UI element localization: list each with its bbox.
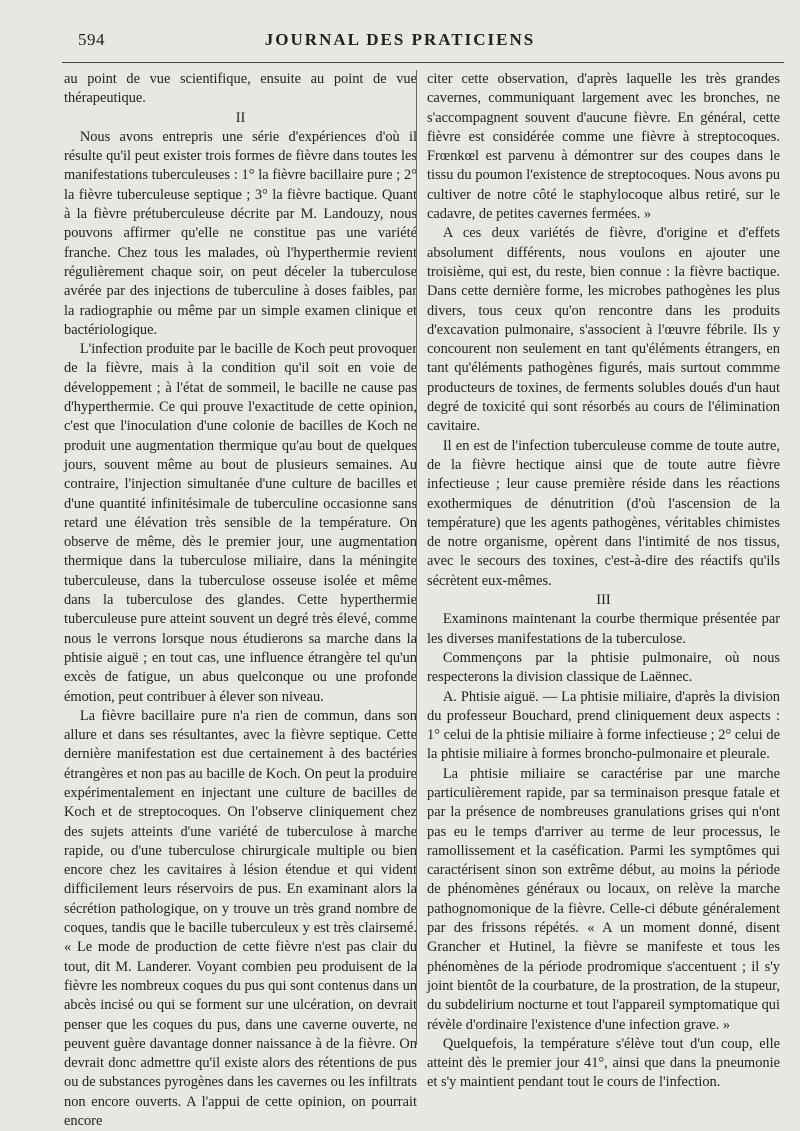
page-header [0, 26, 800, 56]
section-numeral: II [235, 109, 246, 126]
column-divider [416, 70, 417, 1045]
body-paragraph: au point de vue scientifique, ensuite au point de vue thérapeutique. [64, 71, 417, 107]
body-paragraph: Examinons maintenant la courbe thermique présentée par les diverses manifestations de la tuberculose. [427, 611, 780, 647]
body-paragraph: La fièvre bacillaire pure n'a rien de commun, dans son allure et dans ses résultantes, avec la fièvre septique. Cette dernière manifestation est due certainement à des bactéries étrangères et non pas au bacille de Koch. On peut la produire expérimentalement en injectant une culture de bacilles de Koch et de streptocoques. On l'observe cliniquement chez des sujets atteints d'une variété de tuberculose à marche rapide, ou d'une tuberculose chirurgicale multiple ou bien encore chez les cavitaires à lésion étendue et qui vident difficilement leurs réservoirs de pus. En examinant alors la sécrétion pathologique, on y trouve un très grand nombre de coques, tandis que le bacille tuberculeux y est très clairsemé. « Le mode de production de cette fièvre n'est pas clair du tout, dit M. Landerer. Voyant combien peu produisent de la fièvre les nombreux coques du pus qui sont contenus dans un abcès incisé ou qui se forment sur une ulcération, on devrait penser que les coques du pus, dans une caverne ouverte, ne peuvent guère davantage donner naissance à de la fièvre. On devrait donc admettre qu'il existe alors des rétentions de pus ou de substances pyrogènes dans les cavernes ou les infiltrats non encore ouverts. A l'appui de cette opinion, on pourrait encore [64, 707, 417, 1130]
body-paragraph: Il en est de l'infection tuberculeuse comme de toute autre, de la fièvre hectique ainsi que de toute autre fièvre infectieuse ; leur cause première réside dans les réactions exothermiques de dénutrition (d'où l'ascension de la température) que les agents pathogènes, véritables chimistes de notre organisme, opèrent dans l'intimité de nos tissus, avec le secours des toxines, c'est-à-dire des réactifs qu'ils sécrètent eux-mêmes. [427, 437, 780, 589]
header-rule [62, 62, 784, 63]
body-paragraph: Nous avons entrepris une série d'expériences d'où il résulte qu'il peut exister trois formes de fièvre dans toutes les manifestations tuberculeuses : 1° la fièvre bacillaire pure ; 2° la fièvre tuberculeuse septique ; 3° la fièvre bactique. Quant à la fièvre prétuberculeuse décrite par M. Landouzy, nous pouvons affirmer qu'elle ne constitue pas une variété franche. Chez tous les malades, où l'hyperthermie revient régulièrement chaque soir, on peut déceler la tuberculose avérée par des injections de tuberculine à doses faibles, par la radiographie ou même par un simple examen clinique et bactériologique. [64, 128, 417, 338]
left-column [64, 70, 417, 1131]
running-title: JOURNAL DES PRATICIENS [264, 30, 536, 49]
right-column [427, 70, 780, 1093]
body-paragraph: Quelquefois, la température s'élève tout d'un coup, elle atteint dès le premier jour 41°, ainsi que dans la pneumonie et s'y maintient pendant tout le cours de l'infection. [427, 1035, 780, 1091]
body-paragraph: L'infection produite par le bacille de Koch peut provoquer de la fièvre, mais à la condition qu'il soit en voie de développement ; à l'état de sommeil, le bacille ne cause pas d'hyperthermie. Ce qui prouve l'exactitude de cette opinion, c'est que l'inoculation d'une colonie de bacilles de Koch ne produit une augmentation thermique qu'au bout de quelques jours, souvent même au bout de plusieurs semaines. Au contraire, l'injection simultanée d'une culture de bacilles et d'une quantité infinitésimale de tuberculine occasionne sans retard une élévation très sensible de la température. On observe de même, dès le premier jour, une augmentation thermique dans la tuberculose miliaire, dans la méningite tuberculeuse, dans la tuberculose osseuse isolée et même dans la tuberculose des glandes. Cette hyperthermie tuberculeuse pure atteint souvent un degré très élevé, comme nous le verrons lorsque nous étudierons sa marche dans la phtisie aiguë ; en tout cas, une influence étrangère tel qu'un excès de fatigue, un abus quelconque ou une profonde émotion, peut contribuer à élever son niveau. [64, 341, 417, 705]
body-paragraph: Commençons par la phtisie pulmonaire, où nous respecterons la division classique de Laënnec. [427, 649, 780, 686]
body-paragraph: La phtisie miliaire se caractérise par une marche particulièrement rapide, par sa terminaison presque fatale et par la présence de nombreuses granulations grises qui n'ont pas eu le temps d'arriver au terme de leur processus, le ramollissement et la caséfication. Parmi les symptômes qui caractérisent sinon son extrême début, au moins la période de phénomènes généraux ou locaux, on relève la marche pathognomonique de la fièvre. Celle-ci débute généralement par des frissons répétés. « A un moment donné, disent Grancher et Hutinel, la fièvre se manifeste et tous les phénomènes de la période prodromique s'accentuent ; il s'y joint bientôt de la courbature, de la prostration, de la stupeur, du subdelirium nocturne et tout l'appareil symptomatique qui révèle d'ordinaire l'existence d'une infection grave. » [427, 765, 780, 1033]
body-paragraph: A. Phtisie aiguë. — La phtisie miliaire, d'après la division du professeur Bouchard, prend cliniquement deux aspects : 1° celui de la phtisie miliaire à forme infectieuse ; 2° celui de la phtisie miliaire à formes broncho-pulmonaire et pleurale. [427, 688, 780, 763]
body-paragraph: A ces deux variétés de fièvre, d'origine et d'effets absolument différents, nous voulons en ajouter une troisième, qui est, du reste, bien connue : la fièvre bactique. Dans cette dernière forme, les microbes pathogènes les plus divers, tous ceux qu'on rencontre dans les produits d'excavation pulmonaire, s'associent à l'œuvre fébrile. Ils y concourent non seulement en tant qu'éléments étrangers, en tant qu'éléments pathogènes figurés, mais surtout commme producteurs de toxines, de ferments solubles doués d'un haut degré de toxicité qui sont résorbés au cours de l'élimination cavitaire. [427, 225, 780, 435]
section-numeral: III [596, 592, 611, 609]
page-number: 594 [78, 30, 105, 49]
body-paragraph: citer cette observation, d'après laquelle les très grandes cavernes, communiquant largement avec les bronches, ne s'accompagnent souvent d'aucune fièvre. En général, cette fièvre est considérée comme une fièvre à streptocoques. Frœnkœl est parvenu à démontrer sur des coupes dans le tissu du poumon l'existence de streptocoques. Nous avons pu cultiver de notre côté le staphylocoque albus retiré, sur le cadavre, de petites cavernes fermées. » [427, 71, 780, 223]
